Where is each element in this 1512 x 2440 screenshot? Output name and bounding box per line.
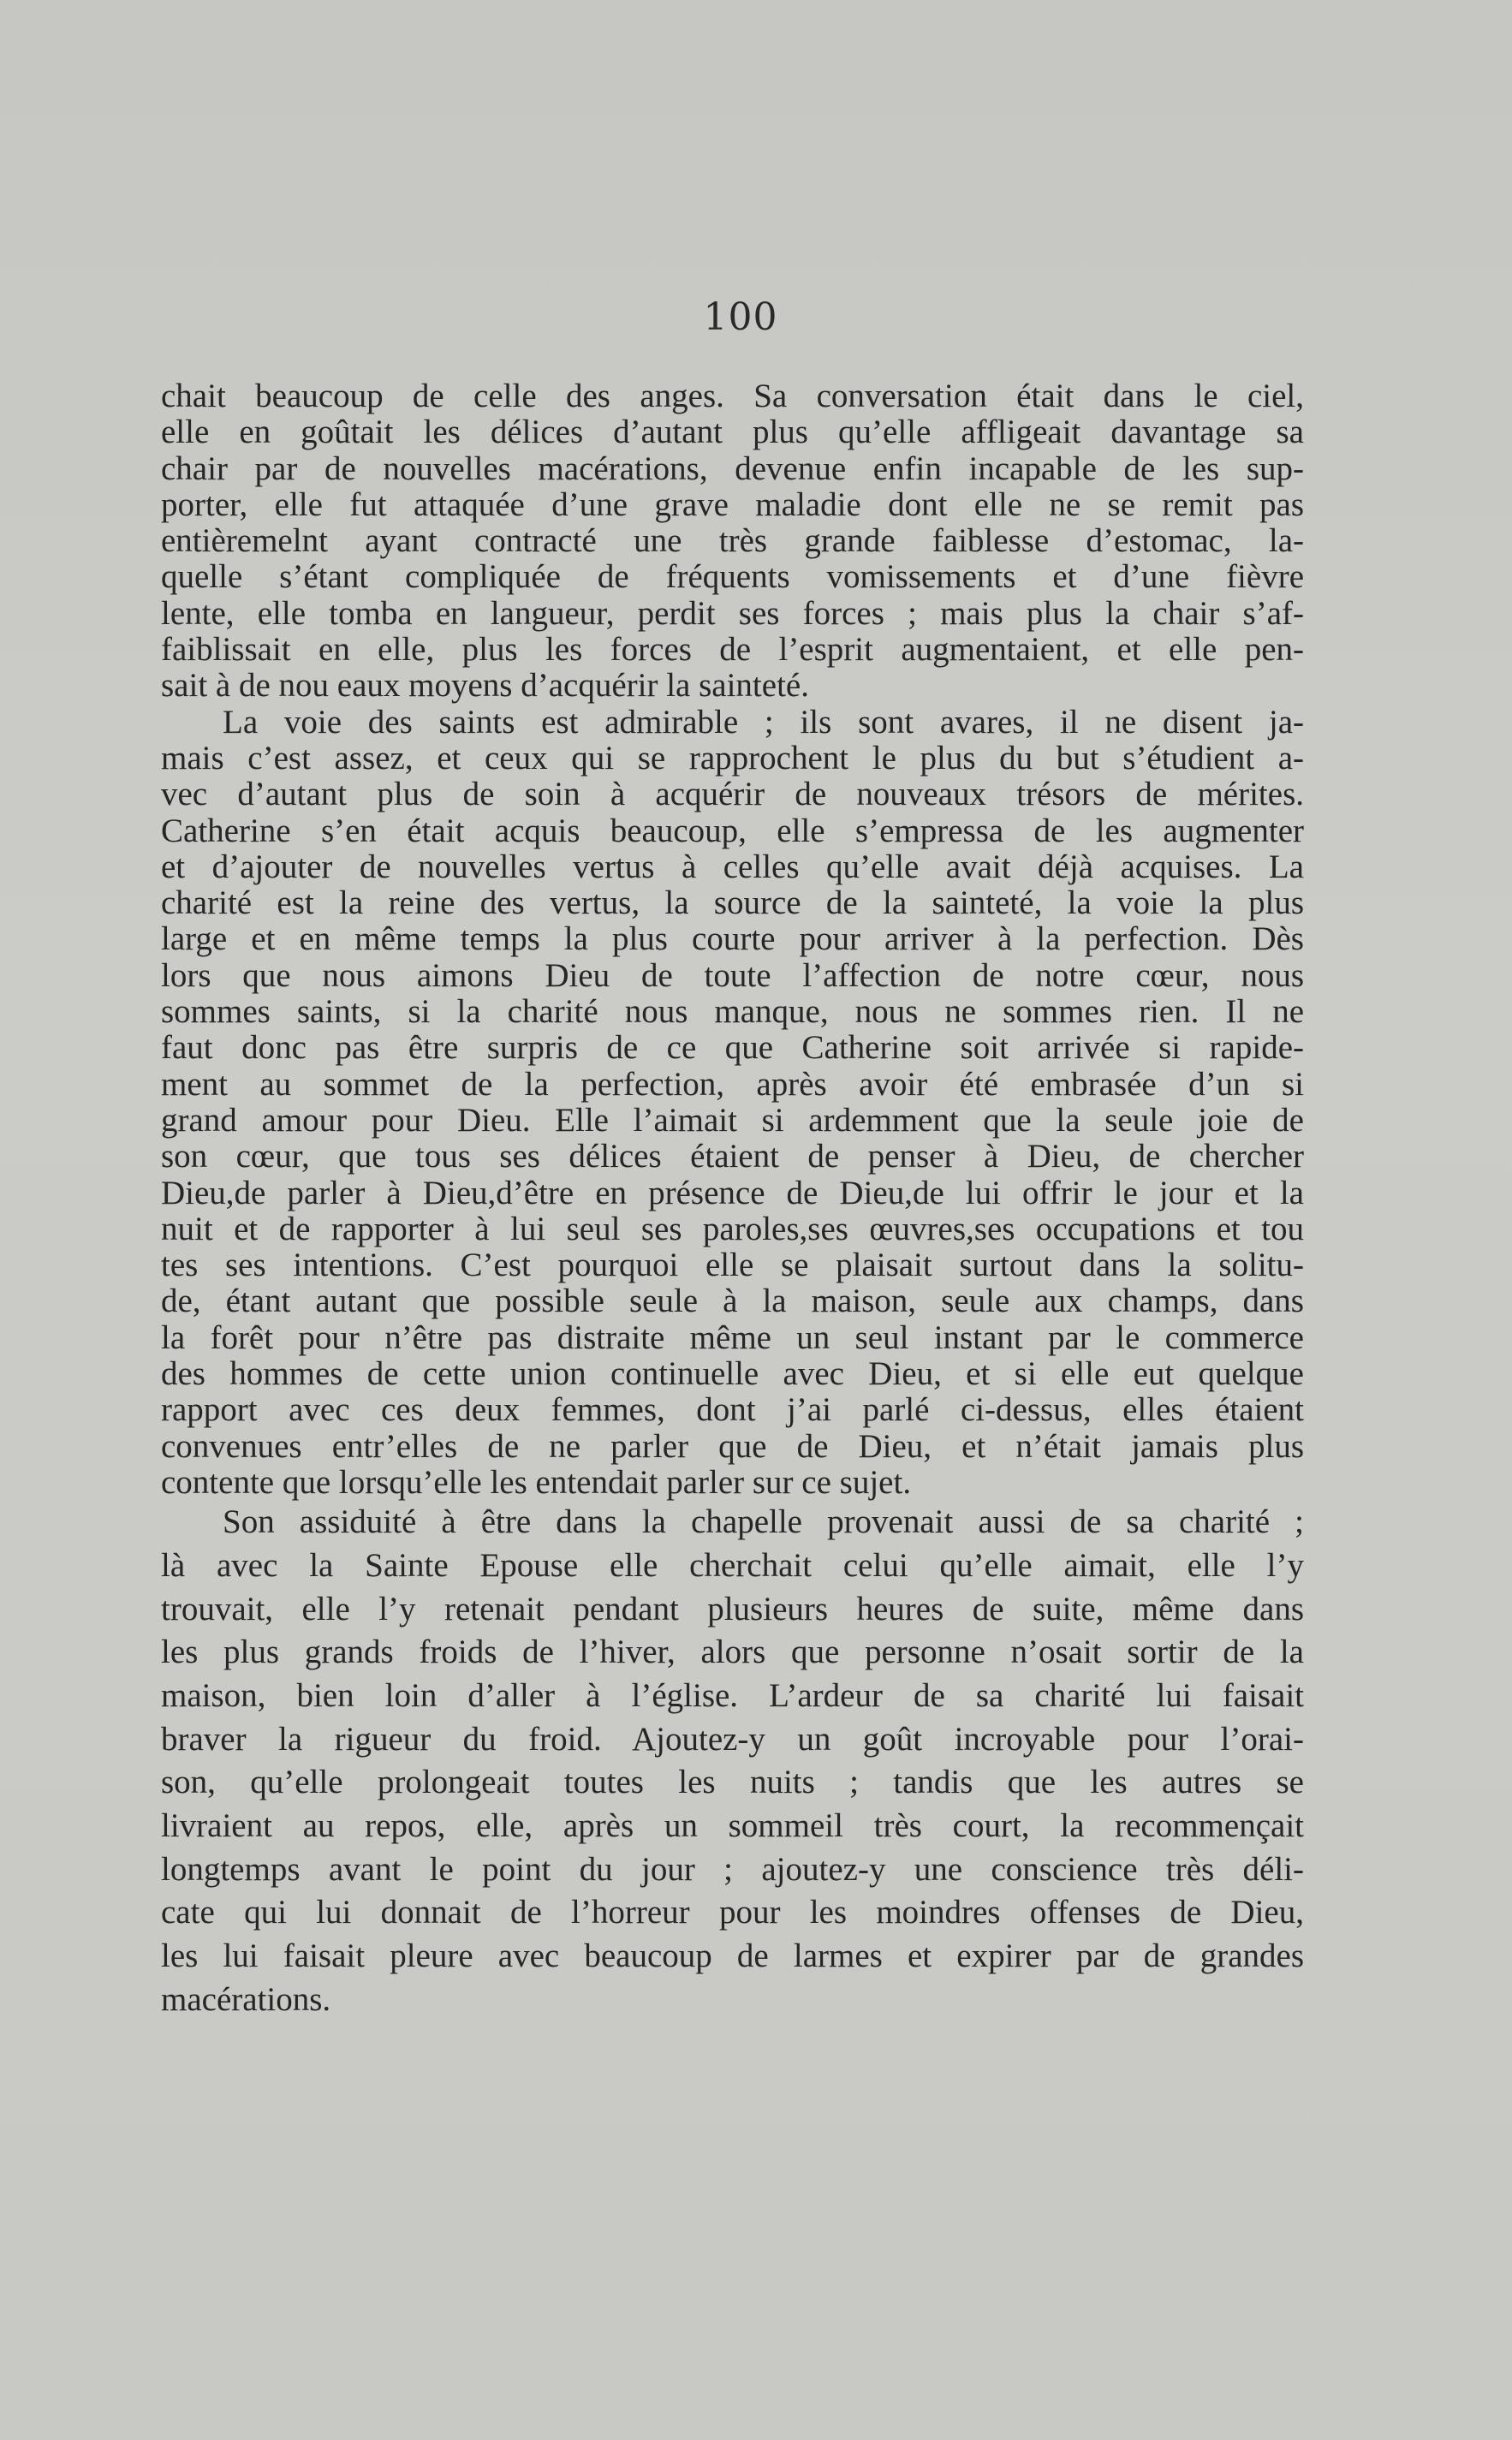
text-line: là avec la Sainte Epouse elle cherchait celui qu’elle aimait, elle l’y [161, 1546, 1304, 1584]
text-line: rapport avec ces deux femmes, dont j’ai parlé ci-dessus, elles étaient [161, 1392, 1304, 1429]
text-line: son cœur, que tous ses délices étaient de penser à Dieu, de chercher [161, 1139, 1304, 1175]
text-line: grand amour pour Dieu. Elle l’aimait si ardemment que la seule joie de [161, 1102, 1304, 1139]
paragraph-3 [161, 1501, 1304, 2021]
text-line: vec d’autant plus de soin à acquérir de nouveaux trésors de mérites. [161, 777, 1304, 813]
text-line: faiblissait en elle, plus les forces de l’esprit augmentaient, et elle pen- [161, 632, 1304, 669]
text-line: Son assiduité à être dans la chapelle provenait aussi de sa charité ; [223, 1503, 1304, 1541]
text-line: La voie des saints est admirable ; ils sont avares, il ne disent ja- [223, 704, 1304, 741]
text-line: macérations. [161, 1980, 331, 2018]
text-line: contente que lorsqu’elle les entendait parler sur ce sujet. [161, 1464, 912, 1501]
text-line: Dieu,de parler à Dieu,d’être en présence de Dieu,de lui offrir le jour et la [161, 1175, 1304, 1211]
text-line: des hommes de cette union continuelle avec Dieu, et si elle eut quelque [161, 1356, 1304, 1393]
text-line: maison, bien loin d’aller à l’église. L’ardeur de sa charité lui faisait [161, 1676, 1304, 1714]
text-line: lente, elle tomba en langueur, perdit ses forces ; mais plus la chair s’af- [161, 595, 1304, 632]
text-line: trouvait, elle l’y retenait pendant plusieurs heures de suite, même dans [161, 1590, 1304, 1628]
text-line: mais c’est assez, et ceux qui se rapprochent le plus du but s’étudient a- [161, 740, 1304, 777]
text-line: chair par de nouvelles macérations, devenue enfin incapable de les sup- [161, 450, 1304, 487]
text-line: longtemps avant le point du jour ; ajoutez-y une conscience très déli- [161, 1850, 1304, 1888]
text-line: chait beaucoup de celle des anges. Sa conversation était dans le ciel, [161, 378, 1304, 414]
text-line: large et en même temps la plus courte pour arriver à la perfection. Dès [161, 921, 1304, 958]
text-line: sait à de nou eaux moyens d’acquérir la sainteté. [161, 668, 809, 705]
text-line: lors que nous aimons Dieu de toute l’affection de notre cœur, nous [161, 957, 1304, 994]
text-line: livraient au repos, elle, après un sommeil très court, la recommençait [161, 1807, 1304, 1845]
page-number: 100 [703, 295, 778, 339]
text-line: de, étant autant que possible seule à la maison, seule aux champs, dans [161, 1283, 1304, 1320]
text-line: tes ses intentions. C’est pourquoi elle se plaisait surtout dans la solitu- [161, 1247, 1304, 1284]
text-line: faut donc pas être surpris de ce que Catherine soit arrivée si rapide- [161, 1030, 1304, 1067]
text-line: elle en goûtait les délices d’autant plus qu’elle affligeait davantage sa [161, 414, 1304, 451]
text-line: braver la rigueur du froid. Ajoutez-y un goût incroyable pour l’orai- [161, 1720, 1304, 1758]
text-line: les lui faisait pleure avec beaucoup de larmes et expirer par de grandes [161, 1937, 1304, 1975]
text-line: et d’ajouter de nouvelles vertus à celles qu’elle avait déjà acquises. La [161, 848, 1304, 885]
text-line: convenues entr’elles de ne parler que de Dieu, et n’était jamais plus [161, 1428, 1304, 1465]
body-text [161, 378, 1304, 2021]
text-line: Catherine s’en était acquis beaucoup, elle s’empressa de les augmenter [161, 812, 1304, 849]
paragraph-1 [161, 378, 1304, 705]
text-line: la forêt pour n’être pas distraite même un seul instant par le commerce [161, 1319, 1304, 1356]
text-line: les plus grands froids de l’hiver, alors que personne n’osait sortir de la [161, 1634, 1304, 1671]
text-line: sommes saints, si la charité nous manque, nous ne sommes rien. Il ne [161, 994, 1304, 1031]
text-line: charité est la reine des vertus, la source de la sainteté, la voie la plus [161, 885, 1304, 922]
text-line: ment au sommet de la perfection, après avoir été embrasée d’un si [161, 1066, 1304, 1103]
text-line: porter, elle fut attaquée d’une grave maladie dont elle ne se remit pas [161, 486, 1304, 523]
text-line: entièremelnt ayant contracté une très grande faiblesse d’estomac, la- [161, 523, 1304, 560]
paragraph-2 [161, 705, 1304, 1502]
text-line: nuit et de rapporter à lui seul ses paroles,ses œuvres,ses occupations et tou [161, 1211, 1304, 1247]
text-line: son, qu’elle prolongeait toutes les nuits ; tandis que les autres se [161, 1764, 1304, 1801]
text-line: cate qui lui donnait de l’horreur pour les moindres offenses de Dieu, [161, 1894, 1304, 1931]
text-line: quelle s’étant compliquée de fréquents vomissements et d’une fièvre [161, 559, 1304, 596]
